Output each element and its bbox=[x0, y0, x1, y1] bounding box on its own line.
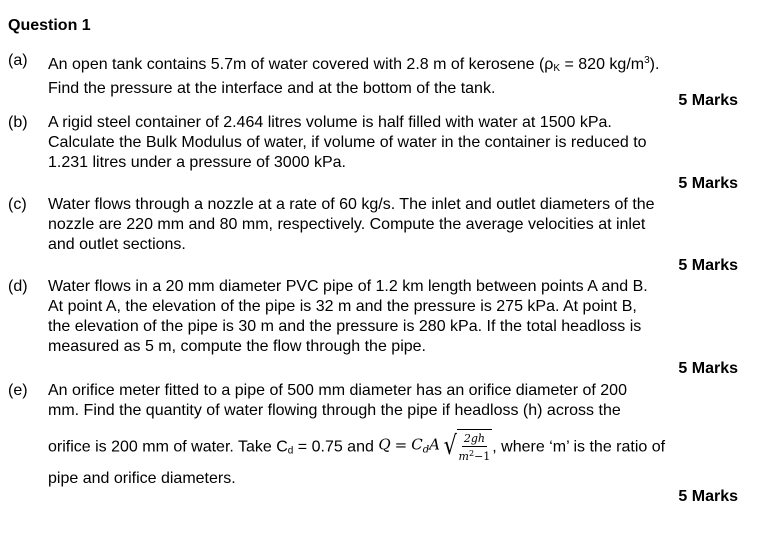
rho-symbol: ρ bbox=[544, 56, 554, 73]
question-line: At point A, the elevation of the pipe is 32 m and the pressure is 275 kPa. At point B, bbox=[48, 298, 637, 315]
question-line: Water flows in a 20 mm diameter PVC pipe of 1.2 km length between points A and B. bbox=[48, 278, 648, 295]
question-line: An orifice meter fitted to a pipe of 500 mm diameter has an orifice diameter of 200 bbox=[48, 382, 627, 399]
rho-subscript: K bbox=[553, 63, 561, 74]
formula-coef: C bbox=[411, 435, 423, 454]
marks-label: 5 Marks bbox=[678, 360, 738, 377]
question-label: (e) bbox=[8, 382, 28, 399]
question-body bbox=[48, 113, 738, 173]
question-line: 1.231 litres under a pressure of 3000 kPa. bbox=[48, 154, 346, 171]
cd-subscript: d bbox=[287, 445, 294, 457]
marks-label: 5 Marks bbox=[678, 488, 738, 505]
marks-label: 5 Marks bbox=[678, 175, 738, 192]
orifice-formula bbox=[378, 427, 492, 468]
question-body bbox=[48, 195, 738, 255]
question-label: (c) bbox=[8, 196, 27, 213]
question-line: mm. Find the quantity of water flowing through the pipe if headloss (h) across the bbox=[48, 402, 621, 419]
question-text: = 820 kg/m bbox=[560, 56, 645, 73]
question-text: orifice is 200 mm of water. Take C bbox=[48, 438, 288, 456]
question-b bbox=[8, 113, 743, 173]
question-body bbox=[48, 277, 738, 357]
radical-icon: √ bbox=[443, 430, 457, 461]
denominator-exponent: 2 bbox=[468, 449, 475, 458]
question-c bbox=[8, 195, 743, 255]
question-title: Question 1 bbox=[8, 17, 91, 34]
question-line: pipe and orifice diameters. bbox=[48, 470, 236, 487]
marks-label: 5 Marks bbox=[678, 257, 738, 274]
question-a bbox=[8, 51, 743, 99]
question-line: Water flows through a nozzle at a rate of 60 kg/s. The inlet and outlet diameters of the bbox=[48, 196, 655, 213]
denominator-base: m bbox=[458, 450, 469, 463]
question-line: the elevation of the pipe is 30 m and the pressure is 280 kPa. If the total headloss is bbox=[48, 318, 642, 335]
question-text: = 0.75 and bbox=[293, 438, 379, 456]
question-line: A rigid steel container of 2.464 litres volume is half filled with water at 1500 kPa. bbox=[48, 114, 612, 131]
formula-coef-subscript: d bbox=[422, 444, 430, 456]
sqrt-expression bbox=[442, 427, 492, 464]
question-line: and outlet sections. bbox=[48, 236, 186, 253]
superscript: 3 bbox=[644, 55, 650, 66]
question-line: nozzle are 220 mm and 80 mm, respectively. Compute the average velocities at inlet bbox=[48, 216, 646, 233]
question-line: Calculate the Bulk Modulus of water, if volume of water in the container is reduced to bbox=[48, 134, 647, 151]
question-e bbox=[8, 381, 743, 489]
formula-q: Q bbox=[378, 435, 391, 454]
marks-label: 5 Marks bbox=[678, 92, 738, 109]
formula-equals: = bbox=[394, 435, 408, 454]
question-line: Find the pressure at the interface and at the bottom of the tank. bbox=[48, 80, 496, 97]
question-body bbox=[48, 51, 738, 99]
question-d bbox=[8, 277, 743, 357]
question-body bbox=[48, 381, 738, 489]
denominator-tail: −1 bbox=[474, 450, 491, 463]
radicand bbox=[457, 429, 493, 464]
question-label: (b) bbox=[8, 114, 28, 131]
question-label: (d) bbox=[8, 278, 28, 295]
fraction-numerator: 2gh bbox=[463, 432, 485, 445]
question-label: (a) bbox=[8, 52, 28, 69]
fraction bbox=[459, 433, 491, 463]
fraction-denominator bbox=[459, 447, 491, 463]
question-line-formula bbox=[48, 427, 738, 461]
question-line: measured as 5 m, compute the flow through the pipe. bbox=[48, 338, 426, 355]
question-text: An open tank contains 5.7m of water covered with 2.8 m of kerosene ( bbox=[48, 56, 545, 73]
question-text: ). bbox=[649, 56, 660, 73]
formula-area: A bbox=[429, 435, 440, 454]
question-line bbox=[48, 51, 738, 79]
question-text: , where ‘m’ is the ratio of bbox=[492, 438, 666, 456]
